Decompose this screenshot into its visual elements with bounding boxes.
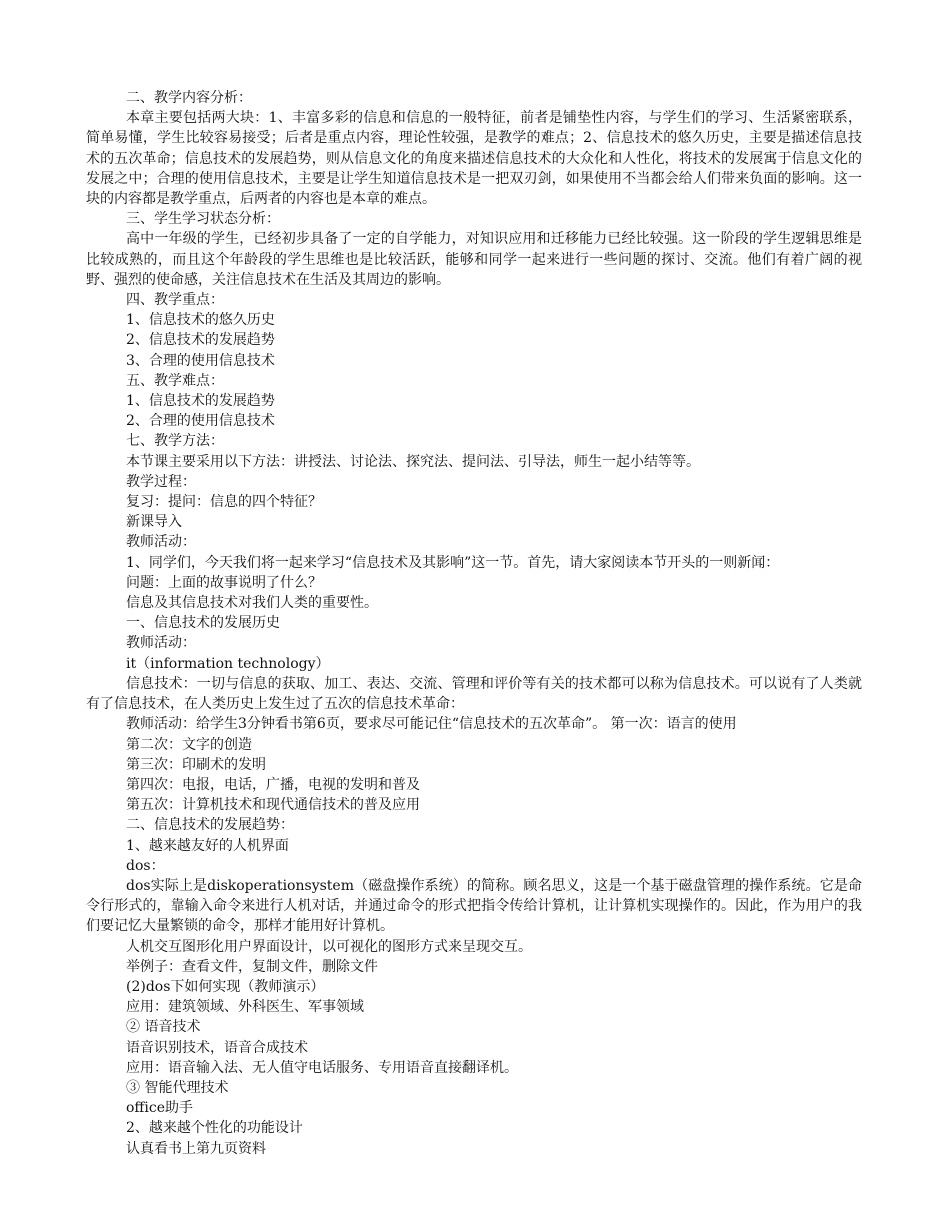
paragraph: 二、信息技术的发展趋势： [126, 817, 294, 834]
paragraph: 第四次：电报，电话，广播，电视的发明和普及 [126, 776, 420, 793]
paragraph: 第五次：计算机技术和现代通信技术的普及应用 [126, 797, 420, 814]
paragraph: ② 语音技术 [126, 1019, 201, 1036]
paragraph: 举例子：查看文件，复制文件，删除文件 [126, 958, 378, 975]
paragraph: 1、信息技术的发展趋势 [126, 393, 275, 410]
paragraph: 本章主要包括两大块：1、丰富多彩的信息和信息的一般特征，前者是铺垫性内容，与学生们的学习、生活紧密联系，简单易懂，学生比较容易接受；后者是重点内容，理论性较强，是教学的难点；2、信息技术的悠久历史，主要是描述信息技术的五次革命；信息技术的发展趋势，则从信息文化的角度来描述信息技术的大众化和人性化，将技术的发展寓于信息文化的发展之中；合理的使用信息技术，主要是让学生知道信息技术是一把双刃剑，如果使用不当都会给人们带来负面的影响。这一块的内容都是教学重点，后两者的内容也是本章的难点。 [86, 110, 862, 208]
paragraph: 七、教学方法： [126, 433, 224, 450]
paragraph: ③ 智能代理技术 [126, 1079, 229, 1096]
paragraph: 新课导入 [126, 514, 182, 531]
paragraph: 2、合理的使用信息技术 [126, 413, 275, 430]
paragraph: 高中一年级的学生，已经初步具备了一定的自学能力，对知识应用和迁移能力已经比较强。这一阶段的学生逻辑思维是比较成熟的，而且这个年龄段的学生思维也是比较活跃，能够和同学一起来进行一些问题的探讨、交流。他们有着广阔的视野、强烈的使命感，关注信息技术在生活及其周边的影响。 [86, 231, 862, 288]
paragraph: 2、信息技术的发展趋势 [126, 332, 275, 349]
paragraph: 第三次：印刷术的发明 [126, 756, 266, 773]
paragraph: (2)dos下如何实现（教师演示） [126, 978, 325, 995]
paragraph: 教学过程： [126, 473, 196, 490]
paragraph: 3、合理的使用信息技术 [126, 352, 275, 369]
paragraph: dos实际上是diskoperationsystem（磁盘操作系统）的简称。顾名思义，这是一个基于磁盘管理的操作系统。它是命令行形式的，靠输入命令来进行人机对话，并通过命令的形式把指令传给计算机，让计算机实现操作的。因此，作为用户的我们要记忆大量繁锁的命令，那样才能用好计算机。 [86, 877, 862, 935]
paragraph: office助手 [126, 1100, 193, 1117]
paragraph: 本节课主要采用以下方法：讲授法、讨论法、探究法、提问法、引导法，师生一起小结等等。 [126, 453, 700, 470]
paragraph: 人机交互图形化用户界面设计，以可视化的图形方式来呈现交互。 [126, 938, 532, 955]
paragraph: 五、教学难点： [126, 372, 224, 389]
paragraph: 问题：上面的故事说明了什么？ [126, 574, 322, 591]
paragraph: 信息技术：一切与信息的获取、加工、表达、交流、管理和评价等有关的技术都可以称为信息技术。可以说有了人类就有了信息技术，在人类历史上发生过了五次的信息技术革命： [86, 675, 862, 713]
paragraph: 应用：语音输入法、无人值守电话服务、专用语音直接翻译机。 [126, 1059, 518, 1076]
paragraph: 1、信息技术的悠久历史 [126, 312, 275, 329]
paragraph: 语音识别技术，语音合成技术 [126, 1039, 308, 1056]
paragraph: 1、同学们，今天我们将一起来学习“信息技术及其影响”这一节。首先，请大家阅读本节开头的一则新闻： [126, 554, 780, 571]
paragraph: it（information technology） [126, 655, 330, 672]
paragraph: 三、学生学习状态分析： [126, 211, 280, 228]
paragraph: 应用：建筑领域、外科医生、军事领域 [126, 999, 364, 1016]
paragraph: 复习：提问：信息的四个特征？ [126, 494, 322, 511]
paragraph: 教师活动： [126, 534, 196, 551]
paragraph: dos： [126, 857, 165, 874]
paragraph: 四、教学重点： [126, 292, 224, 309]
document-body [86, 88, 862, 1159]
paragraph: 信息及其信息技术对我们人类的重要性。 [126, 595, 378, 612]
paragraph: 1、越来越友好的人机界面 [126, 837, 289, 854]
paragraph: 认真看书上第九页资料 [126, 1140, 266, 1157]
paragraph: 教师活动： [126, 635, 196, 652]
paragraph: 第二次：文字的创造 [126, 736, 252, 753]
paragraph: 2、越来越个性化的功能设计 [126, 1120, 303, 1137]
paragraph: 二、教学内容分析： [126, 90, 252, 106]
paragraph: 一、信息技术的发展历史 [126, 615, 280, 632]
paragraph: 教师活动：给学生3分钟看书第6页，要求尽可能记住“信息技术的五次革命”。 第一次：语言的使用 [126, 716, 737, 733]
